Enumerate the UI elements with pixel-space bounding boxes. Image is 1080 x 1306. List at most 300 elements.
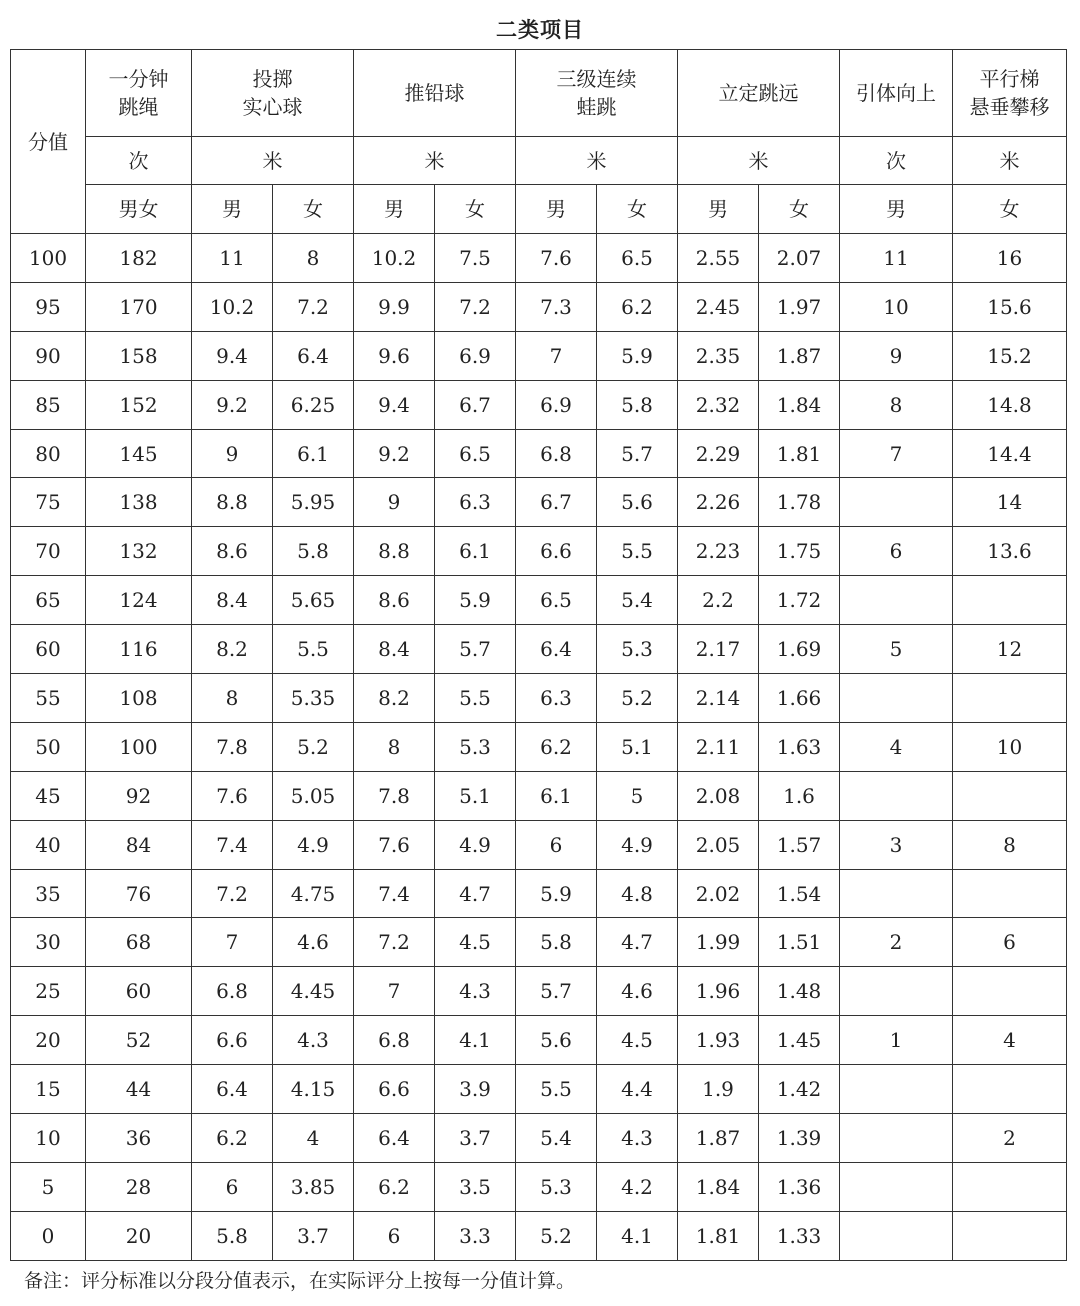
value-cell: 2.17	[678, 625, 759, 674]
value-cell: 4.9	[597, 820, 678, 869]
value-cell: 4.6	[597, 967, 678, 1016]
value-cell: 6.8	[192, 967, 273, 1016]
value-cell: 2.23	[678, 527, 759, 576]
value-cell: 8.4	[354, 625, 435, 674]
value-cell: 11	[192, 234, 273, 283]
value-cell: 7.6	[192, 771, 273, 820]
value-cell	[953, 1211, 1067, 1260]
value-cell	[840, 771, 953, 820]
value-cell: 7.6	[516, 234, 597, 283]
table-row	[11, 869, 1067, 918]
table-row	[11, 282, 1067, 331]
value-cell: 76	[86, 869, 192, 918]
sex-cell: 男	[354, 185, 435, 234]
unit-cell: 米	[953, 137, 1067, 185]
value-cell: 4	[273, 1114, 354, 1163]
value-cell: 1.9	[678, 1065, 759, 1114]
value-cell: 15.2	[953, 331, 1067, 380]
value-cell: 2	[953, 1114, 1067, 1163]
value-cell	[840, 1065, 953, 1114]
sex-cell: 男	[678, 185, 759, 234]
value-cell: 1.57	[759, 820, 840, 869]
table-row	[11, 625, 1067, 674]
score-cell: 80	[11, 429, 86, 478]
value-cell: 6	[516, 820, 597, 869]
value-cell: 5.5	[516, 1065, 597, 1114]
value-cell: 6.1	[273, 429, 354, 478]
value-cell: 5.9	[516, 869, 597, 918]
score-cell: 90	[11, 331, 86, 380]
table-row	[11, 771, 1067, 820]
value-cell: 5.6	[597, 478, 678, 527]
value-cell: 6.3	[435, 478, 516, 527]
value-cell: 2.08	[678, 771, 759, 820]
value-cell: 145	[86, 429, 192, 478]
table-row	[11, 722, 1067, 771]
sex-cell: 女	[435, 185, 516, 234]
value-cell: 8	[354, 722, 435, 771]
value-cell: 1.66	[759, 674, 840, 723]
value-cell: 1.81	[678, 1211, 759, 1260]
value-cell: 6.9	[435, 331, 516, 380]
value-cell: 1.87	[678, 1114, 759, 1163]
value-cell: 1.81	[759, 429, 840, 478]
value-cell: 9.4	[354, 380, 435, 429]
value-cell: 5	[597, 771, 678, 820]
value-cell: 9.6	[354, 331, 435, 380]
value-cell: 1.42	[759, 1065, 840, 1114]
value-cell: 10	[953, 722, 1067, 771]
table-row	[11, 967, 1067, 1016]
value-cell: 5.95	[273, 478, 354, 527]
value-cell: 7.2	[435, 282, 516, 331]
header-row-sex	[11, 185, 1067, 234]
value-cell: 14.8	[953, 380, 1067, 429]
event-header-solid-ball: 投掷 实心球	[192, 50, 354, 137]
value-cell: 152	[86, 380, 192, 429]
sex-cell: 女	[597, 185, 678, 234]
value-cell: 1.36	[759, 1162, 840, 1211]
value-cell: 4.2	[597, 1162, 678, 1211]
value-cell: 5	[840, 625, 953, 674]
score-cell: 25	[11, 967, 86, 1016]
value-cell: 9.9	[354, 282, 435, 331]
value-cell: 7.4	[192, 820, 273, 869]
value-cell: 132	[86, 527, 192, 576]
value-cell: 6.6	[354, 1065, 435, 1114]
value-cell: 3.85	[273, 1162, 354, 1211]
value-cell: 7	[516, 331, 597, 380]
value-cell: 5.8	[597, 380, 678, 429]
score-cell: 70	[11, 527, 86, 576]
value-cell: 6.2	[354, 1162, 435, 1211]
score-cell: 45	[11, 771, 86, 820]
value-cell: 4.1	[435, 1016, 516, 1065]
value-cell: 1.39	[759, 1114, 840, 1163]
value-cell: 100	[86, 722, 192, 771]
value-cell: 1.84	[678, 1162, 759, 1211]
sex-cell: 女	[759, 185, 840, 234]
value-cell: 9	[192, 429, 273, 478]
value-cell: 8.6	[192, 527, 273, 576]
value-cell: 14.4	[953, 429, 1067, 478]
table-row	[11, 674, 1067, 723]
value-cell: 4.3	[435, 967, 516, 1016]
value-cell: 1.33	[759, 1211, 840, 1260]
value-cell: 3.5	[435, 1162, 516, 1211]
value-cell: 1.69	[759, 625, 840, 674]
table-row	[11, 1065, 1067, 1114]
value-cell: 5.7	[516, 967, 597, 1016]
value-cell: 92	[86, 771, 192, 820]
value-cell: 6.9	[516, 380, 597, 429]
value-cell: 60	[86, 967, 192, 1016]
value-cell: 6.7	[516, 478, 597, 527]
value-cell: 9	[354, 478, 435, 527]
value-cell: 52	[86, 1016, 192, 1065]
value-cell: 5.7	[435, 625, 516, 674]
value-cell: 8.8	[192, 478, 273, 527]
value-cell: 6	[840, 527, 953, 576]
value-cell: 108	[86, 674, 192, 723]
score-cell: 65	[11, 576, 86, 625]
value-cell: 1.87	[759, 331, 840, 380]
value-cell: 11	[840, 234, 953, 283]
value-cell: 9.2	[354, 429, 435, 478]
value-cell: 5.2	[597, 674, 678, 723]
value-cell: 4.8	[597, 869, 678, 918]
event-header-pull-up: 引体向上	[840, 50, 953, 137]
value-cell: 1.6	[759, 771, 840, 820]
value-cell	[840, 869, 953, 918]
value-cell	[840, 478, 953, 527]
value-cell	[953, 967, 1067, 1016]
sex-cell: 男女	[86, 185, 192, 234]
value-cell	[953, 576, 1067, 625]
unit-cell: 次	[840, 137, 953, 185]
value-cell: 1.78	[759, 478, 840, 527]
table-row	[11, 527, 1067, 576]
value-cell: 8	[840, 380, 953, 429]
value-cell: 10.2	[192, 282, 273, 331]
value-cell: 5.8	[273, 527, 354, 576]
value-cell: 5.5	[273, 625, 354, 674]
value-cell: 8	[273, 234, 354, 283]
value-cell: 7.2	[354, 918, 435, 967]
score-header: 分值	[11, 50, 86, 234]
value-cell: 8	[953, 820, 1067, 869]
value-cell: 6.2	[597, 282, 678, 331]
value-cell: 170	[86, 282, 192, 331]
value-cell: 5.1	[597, 722, 678, 771]
value-cell: 6.4	[192, 1065, 273, 1114]
value-cell: 2.14	[678, 674, 759, 723]
score-cell: 35	[11, 869, 86, 918]
value-cell: 158	[86, 331, 192, 380]
value-cell: 6.5	[435, 429, 516, 478]
value-cell	[953, 869, 1067, 918]
score-cell: 10	[11, 1114, 86, 1163]
value-cell: 36	[86, 1114, 192, 1163]
value-cell: 1.63	[759, 722, 840, 771]
header-row-events	[11, 50, 1067, 137]
value-cell: 14	[953, 478, 1067, 527]
value-cell: 8	[192, 674, 273, 723]
value-cell: 4.9	[273, 820, 354, 869]
value-cell: 6.5	[597, 234, 678, 283]
value-cell: 44	[86, 1065, 192, 1114]
value-cell: 2.2	[678, 576, 759, 625]
value-cell: 9.2	[192, 380, 273, 429]
value-cell	[840, 1162, 953, 1211]
value-cell	[953, 674, 1067, 723]
sex-cell: 男	[840, 185, 953, 234]
value-cell: 5.3	[597, 625, 678, 674]
header-row-units	[11, 137, 1067, 185]
value-cell: 4	[840, 722, 953, 771]
value-cell: 1.72	[759, 576, 840, 625]
score-table-body	[11, 234, 1067, 1261]
unit-cell: 米	[678, 137, 840, 185]
value-cell: 4.15	[273, 1065, 354, 1114]
value-cell: 2.02	[678, 869, 759, 918]
value-cell: 5.5	[435, 674, 516, 723]
value-cell: 68	[86, 918, 192, 967]
sex-cell: 男	[516, 185, 597, 234]
value-cell: 2.29	[678, 429, 759, 478]
value-cell: 7.5	[435, 234, 516, 283]
value-cell: 4.75	[273, 869, 354, 918]
value-cell: 5.05	[273, 771, 354, 820]
page-title: 二类项目	[496, 18, 584, 42]
value-cell: 5.2	[516, 1211, 597, 1260]
value-cell: 5.9	[597, 331, 678, 380]
value-cell: 8.4	[192, 576, 273, 625]
value-cell: 5.6	[516, 1016, 597, 1065]
value-cell: 6.4	[273, 331, 354, 380]
value-cell: 6.2	[516, 722, 597, 771]
value-cell: 7.2	[273, 282, 354, 331]
value-cell: 8.6	[354, 576, 435, 625]
value-cell: 5.7	[597, 429, 678, 478]
value-cell: 4.6	[273, 918, 354, 967]
value-cell: 6.6	[516, 527, 597, 576]
value-cell: 7.3	[516, 282, 597, 331]
value-cell: 1.96	[678, 967, 759, 1016]
value-cell: 7.6	[354, 820, 435, 869]
value-cell: 8.2	[354, 674, 435, 723]
event-header-shot-put: 推铅球	[354, 50, 516, 137]
value-cell: 1	[840, 1016, 953, 1065]
score-cell: 5	[11, 1162, 86, 1211]
sex-cell: 女	[273, 185, 354, 234]
table-row	[11, 918, 1067, 967]
value-cell: 1.97	[759, 282, 840, 331]
value-cell: 1.84	[759, 380, 840, 429]
value-cell: 7.8	[192, 722, 273, 771]
table-row	[11, 576, 1067, 625]
value-cell: 4.1	[597, 1211, 678, 1260]
value-cell: 6	[953, 918, 1067, 967]
value-cell: 13.6	[953, 527, 1067, 576]
score-cell: 20	[11, 1016, 86, 1065]
value-cell: 2.35	[678, 331, 759, 380]
value-cell: 7.4	[354, 869, 435, 918]
value-cell: 6	[354, 1211, 435, 1260]
value-cell: 2	[840, 918, 953, 967]
score-cell: 50	[11, 722, 86, 771]
value-cell: 6.4	[516, 625, 597, 674]
table-row	[11, 380, 1067, 429]
value-cell: 4.7	[435, 869, 516, 918]
value-cell	[840, 576, 953, 625]
value-cell: 5.8	[516, 918, 597, 967]
value-cell: 138	[86, 478, 192, 527]
value-cell: 6.7	[435, 380, 516, 429]
table-row	[11, 478, 1067, 527]
value-cell: 3	[840, 820, 953, 869]
value-cell	[953, 771, 1067, 820]
value-cell	[840, 1114, 953, 1163]
value-cell: 3.7	[273, 1211, 354, 1260]
table-row	[11, 331, 1067, 380]
value-cell: 4.5	[435, 918, 516, 967]
value-cell: 2.05	[678, 820, 759, 869]
table-row	[11, 1016, 1067, 1065]
value-cell: 3.9	[435, 1065, 516, 1114]
value-cell: 10.2	[354, 234, 435, 283]
value-cell: 6.6	[192, 1016, 273, 1065]
value-cell: 7	[354, 967, 435, 1016]
value-cell	[953, 1065, 1067, 1114]
value-cell: 2.32	[678, 380, 759, 429]
footnote: 备注：评分标准以分段分值表示，在实际评分上按每一分值计算。	[24, 1270, 576, 1292]
score-table	[10, 49, 1067, 1261]
value-cell: 6.4	[354, 1114, 435, 1163]
value-cell: 2.26	[678, 478, 759, 527]
value-cell: 116	[86, 625, 192, 674]
value-cell: 8.2	[192, 625, 273, 674]
unit-cell: 次	[86, 137, 192, 185]
value-cell: 5.65	[273, 576, 354, 625]
value-cell: 4.9	[435, 820, 516, 869]
value-cell: 1.45	[759, 1016, 840, 1065]
value-cell: 1.48	[759, 967, 840, 1016]
score-cell: 95	[11, 282, 86, 331]
value-cell: 5.35	[273, 674, 354, 723]
value-cell: 5.9	[435, 576, 516, 625]
value-cell: 5.8	[192, 1211, 273, 1260]
value-cell	[840, 1211, 953, 1260]
value-cell: 4.5	[597, 1016, 678, 1065]
value-cell: 9.4	[192, 331, 273, 380]
value-cell: 1.51	[759, 918, 840, 967]
value-cell: 28	[86, 1162, 192, 1211]
value-cell: 6	[192, 1162, 273, 1211]
value-cell: 9	[840, 331, 953, 380]
table-row	[11, 234, 1067, 283]
value-cell: 5.5	[597, 527, 678, 576]
value-cell: 4.4	[597, 1065, 678, 1114]
value-cell: 7.2	[192, 869, 273, 918]
value-cell: 1.99	[678, 918, 759, 967]
score-cell: 75	[11, 478, 86, 527]
score-cell: 15	[11, 1065, 86, 1114]
value-cell: 1.93	[678, 1016, 759, 1065]
value-cell	[840, 674, 953, 723]
value-cell: 16	[953, 234, 1067, 283]
score-cell: 0	[11, 1211, 86, 1260]
score-cell: 60	[11, 625, 86, 674]
table-row	[11, 1211, 1067, 1260]
value-cell: 2.11	[678, 722, 759, 771]
score-cell: 85	[11, 380, 86, 429]
unit-cell: 米	[192, 137, 354, 185]
table-row	[11, 820, 1067, 869]
value-cell: 4.3	[597, 1114, 678, 1163]
value-cell: 3.3	[435, 1211, 516, 1260]
value-cell: 2.55	[678, 234, 759, 283]
value-cell: 10	[840, 282, 953, 331]
value-cell: 5.4	[516, 1114, 597, 1163]
value-cell	[953, 1162, 1067, 1211]
value-cell: 12	[953, 625, 1067, 674]
event-header-parallel-ladder: 平行梯 悬垂攀移	[953, 50, 1067, 137]
score-cell: 30	[11, 918, 86, 967]
value-cell: 4.3	[273, 1016, 354, 1065]
value-cell: 2.45	[678, 282, 759, 331]
unit-cell: 米	[354, 137, 516, 185]
value-cell: 6.8	[354, 1016, 435, 1065]
value-cell: 4.45	[273, 967, 354, 1016]
table-row	[11, 1162, 1067, 1211]
event-header-standing-long-jump: 立定跳远	[678, 50, 840, 137]
value-cell: 5.1	[435, 771, 516, 820]
value-cell: 6.8	[516, 429, 597, 478]
value-cell: 7	[192, 918, 273, 967]
sex-cell: 女	[953, 185, 1067, 234]
value-cell: 5.4	[597, 576, 678, 625]
value-cell: 2.07	[759, 234, 840, 283]
event-header-triple-frog-jump: 三级连续 蛙跳	[516, 50, 678, 137]
value-cell: 6.5	[516, 576, 597, 625]
sex-cell: 男	[192, 185, 273, 234]
value-cell: 6.1	[435, 527, 516, 576]
value-cell: 4.7	[597, 918, 678, 967]
value-cell: 6.3	[516, 674, 597, 723]
value-cell: 6.1	[516, 771, 597, 820]
value-cell: 5.3	[516, 1162, 597, 1211]
value-cell: 6.25	[273, 380, 354, 429]
value-cell: 15.6	[953, 282, 1067, 331]
value-cell: 7	[840, 429, 953, 478]
value-cell: 84	[86, 820, 192, 869]
score-cell: 55	[11, 674, 86, 723]
value-cell: 1.54	[759, 869, 840, 918]
value-cell	[840, 967, 953, 1016]
value-cell: 3.7	[435, 1114, 516, 1163]
value-cell: 182	[86, 234, 192, 283]
value-cell: 4	[953, 1016, 1067, 1065]
value-cell: 8.8	[354, 527, 435, 576]
value-cell: 6.2	[192, 1114, 273, 1163]
score-cell: 100	[11, 234, 86, 283]
value-cell: 20	[86, 1211, 192, 1260]
table-row	[11, 429, 1067, 478]
unit-cell: 米	[516, 137, 678, 185]
value-cell: 1.75	[759, 527, 840, 576]
value-cell: 7.8	[354, 771, 435, 820]
